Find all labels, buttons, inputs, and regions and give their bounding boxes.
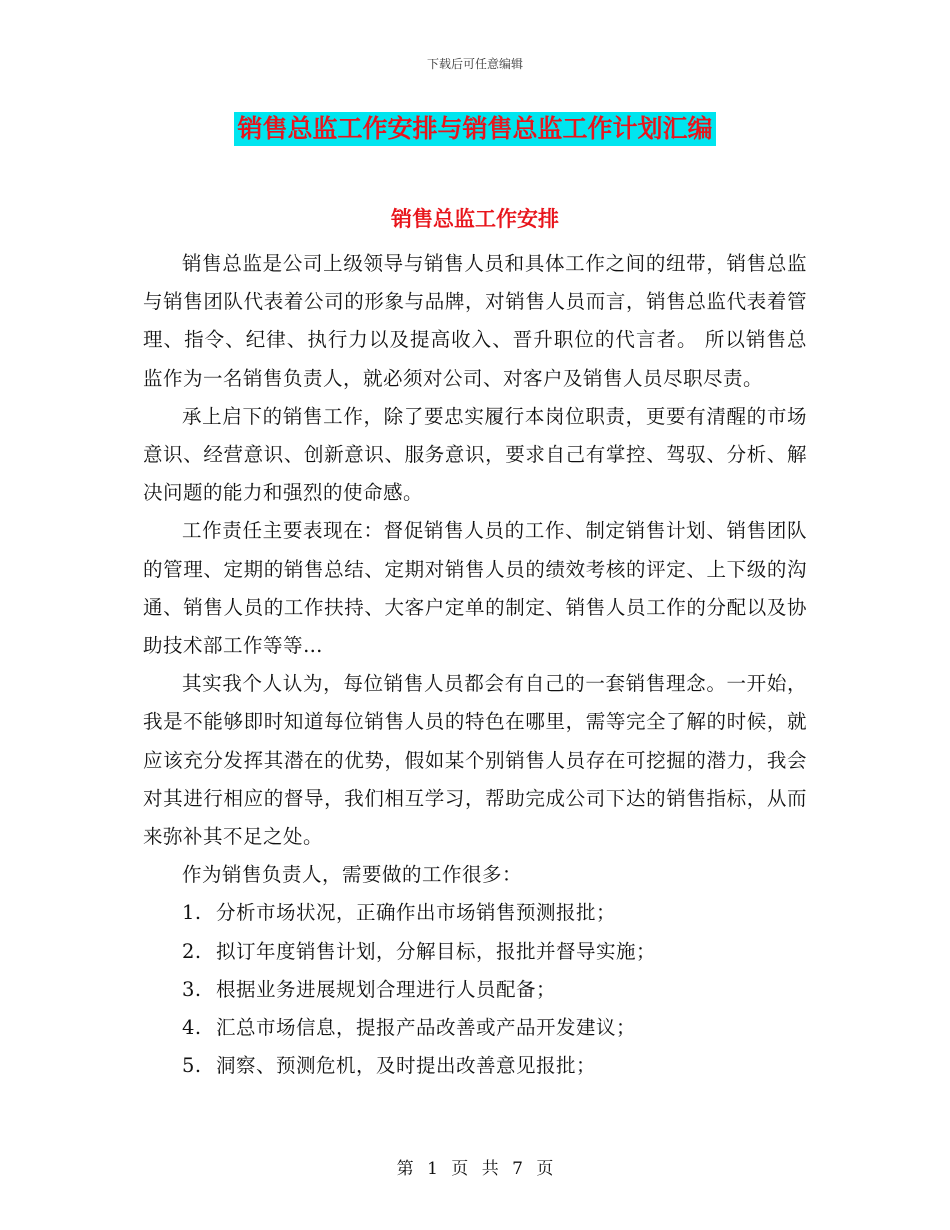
list-item — [143, 933, 807, 971]
list-item — [143, 971, 807, 1009]
paragraph-3: 工作责任主要表现在：督促销售人员的工作、制定销售计划、销售团队的管理、定期的销售总结、定期对销售人员的绩效考核的评定、上下级的沟通、销售人员的工作扶持、大客户定单的制定、销售人员工作的分配以及协助技术部工作等等… — [143, 519, 807, 658]
list-item-number: 5. — [182, 1054, 202, 1078]
list-item — [143, 1009, 807, 1047]
list-item-number: 2. — [182, 939, 202, 963]
list-item-number: 3. — [182, 977, 202, 1001]
header-note: 下载后可任意编辑 — [426, 57, 523, 71]
doc-title-container — [0, 112, 950, 146]
list-item-text: 根据业务进展规划合理进行人员配备； — [216, 977, 557, 1001]
list-item-text: 洞察、预测危机，及时提出改善意见报批； — [216, 1054, 597, 1078]
list-item-number: 1. — [182, 901, 202, 925]
paragraph-2: 承上启下的销售工作，除了要忠实履行本岗位职责，更要有清醒的市场意识、经营意识、创新意识、服务意识，要求自己有掌控、驾驭、分析、解决问题的能力和强烈的使命感。 — [143, 404, 807, 505]
list-item-text: 分析市场状况，正确作出市场销售预测报批； — [216, 901, 617, 925]
list-item-text: 汇总市场信息，提报产品改善或产品开发建议； — [216, 1016, 637, 1040]
paragraph-1: 销售总监是公司上级领导与销售人员和具体工作之间的纽带，销售总监与销售团队代表着公司的形象与品牌，对销售人员而言，销售总监代表着管理、指令、纪律、执行力以及提高收入、晋升职位的代言者。 所以销售总监作为一名销售负责人，就必须对公司、对客户及销售人员尽职尽责。 — [143, 252, 807, 390]
doc-title: 销售总监工作安排与销售总监工作计划汇编 — [234, 112, 715, 146]
list-item-number: 4. — [182, 1016, 202, 1040]
list-item — [143, 894, 807, 932]
document-body — [143, 245, 807, 1085]
paragraph-4: 其实我个人认为，每位销售人员都会有自己的一套销售理念。一开始，我是不能够即时知道每位销售人员的特色在哪里，需等完全了解的时候，就应该充分发挥其潜在的优势，假如某个别销售人员存在可挖掘的潜力，我会对其进行相应的督导，我们相互学习，帮助完成公司下达的销售指标，从而来弥补其不足之处。 — [143, 672, 807, 849]
paragraph-5: 作为销售负责人，需要做的工作很多： — [182, 863, 523, 887]
page-number-footer: 第 1 页 共 7 页 — [396, 1159, 554, 1179]
section-title: 销售总监工作安排 — [391, 207, 559, 231]
list-item-text: 拟订年度销售计划，分解目标，报批并督导实施； — [216, 939, 657, 963]
list-item — [143, 1047, 807, 1085]
